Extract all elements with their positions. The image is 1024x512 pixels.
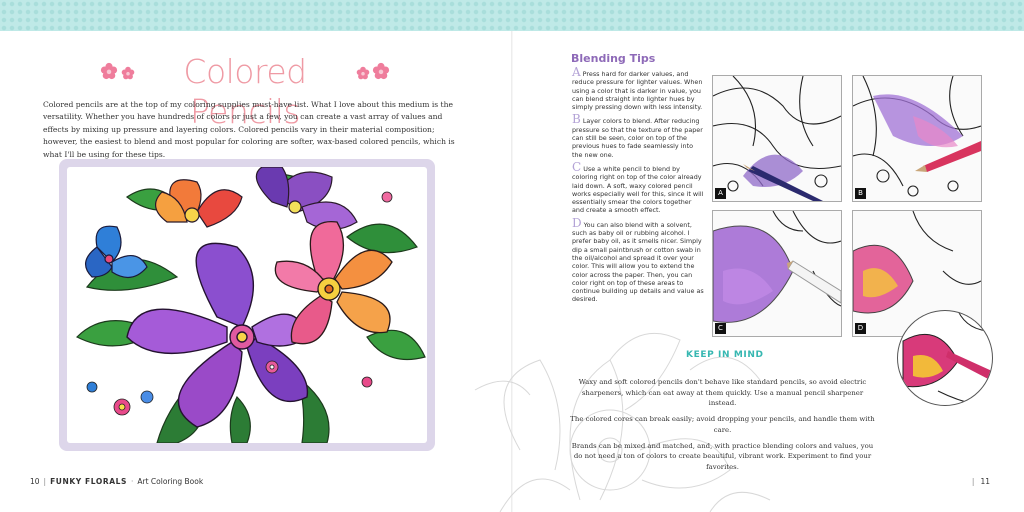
keep-in-mind-paragraph: The colored cores can break easily; avoid dropping your pencils, and handle them with care. xyxy=(570,415,875,434)
step-label-a: A xyxy=(715,188,726,199)
footer-separator: | xyxy=(43,477,47,486)
decorative-top-band xyxy=(0,0,1024,31)
intro-paragraph: Colored pencils are at the top of my coloring supplies must-have list. What I love about this medium is the versatility. Whether you have hundreds of colors or just a few, you can create a vast array of values and effects by mixing up pressure and layering colors. Colored pencils vary in their material composition; however, the easiest to blend and most popular for coloring are softer, wax-based colored pencils, which is what I'll be using for these tips. xyxy=(43,100,455,159)
step-label-d: D xyxy=(855,323,866,334)
tip-letter: D xyxy=(572,215,582,230)
flower-icon xyxy=(372,62,390,80)
keep-in-mind-paragraph: Brands can be mixed and matched, and, with practice blending colors and values, you do not need a ton of colors to create beautiful, vibrant work. Experiment to find your favorites. xyxy=(571,441,874,471)
step-b-illustration xyxy=(853,76,981,201)
zoom-detail-circle xyxy=(897,310,993,406)
tip-text: You can also blend with a solvent, such as baby oil or rubbing alcohol. I prefer baby oil, as it smells nicer. Simply dip a small paintbrush or cotton swab in the oil/alcohol and spread it over your color. This will allow you to extend the color across the paper. Then, you can color right on top of these areas to continue building up details and value as desired. xyxy=(572,220,704,304)
page-number: 11 xyxy=(980,477,990,486)
step-image-c xyxy=(712,210,842,337)
tip-letter: A xyxy=(572,65,581,79)
step-label-c: C xyxy=(715,323,726,334)
tip-text: Layer colors to blend. After reducing pressure so that the texture of the paper can still be seen, color on top of the previous hues to fade seamlessly into the new one. xyxy=(572,117,703,159)
footer-separator: | xyxy=(971,477,975,486)
step-image-a xyxy=(712,75,842,202)
artwork-frame xyxy=(59,159,435,451)
step-image-b xyxy=(852,75,982,202)
blending-tips-list xyxy=(572,65,704,308)
tip-c xyxy=(572,159,704,215)
tip-letter: C xyxy=(572,159,582,174)
title-row xyxy=(100,52,390,131)
footer-left xyxy=(30,477,203,486)
flower-icon xyxy=(356,66,370,80)
page-number: 10 xyxy=(30,477,40,486)
zoom-illustration xyxy=(898,311,992,405)
flower-icon xyxy=(121,66,135,80)
step-label-b: B xyxy=(855,188,866,199)
footer-right xyxy=(972,477,990,486)
colored-flower-artwork xyxy=(67,167,427,443)
tip-b xyxy=(572,112,704,159)
tip-d xyxy=(572,215,704,304)
flower-icon xyxy=(100,62,118,80)
tip-letter: B xyxy=(572,112,581,127)
step-c-illustration xyxy=(713,211,841,336)
blending-tips-title: Blending Tips xyxy=(571,52,656,65)
tip-text: Use a white pencil to blend by coloring right on top of the color already laid down. A soft, waxy colored pencil works especially well for this, since it will essentially smear the colors together and create a smooth effect. xyxy=(572,164,704,215)
footer-dot: · xyxy=(131,477,134,486)
tip-a xyxy=(572,65,704,112)
tip-text: Press hard for darker values, and reduce pressure for lighter values. When using a color that is darker in value, you can blend straight into lighter hues by simply pressing down with less intensity. xyxy=(572,70,703,112)
page-title: Colored Pencils xyxy=(183,52,307,131)
book-title: FUNKY FLORALS xyxy=(50,477,127,486)
bouquet-illustration xyxy=(67,167,427,443)
keep-in-mind-paragraph: Waxy and soft colored pencils don't behave like standard pencils, so avoid electric sharpeners, which can eat away at them quickly. Use a manual pencil sharpener instead. xyxy=(578,378,867,407)
keep-in-mind-text xyxy=(570,377,875,478)
book-subtitle: Art Coloring Book xyxy=(137,477,204,486)
step-a-illustration xyxy=(713,76,841,201)
keep-in-mind-title: KEEP IN MIND xyxy=(686,350,764,360)
